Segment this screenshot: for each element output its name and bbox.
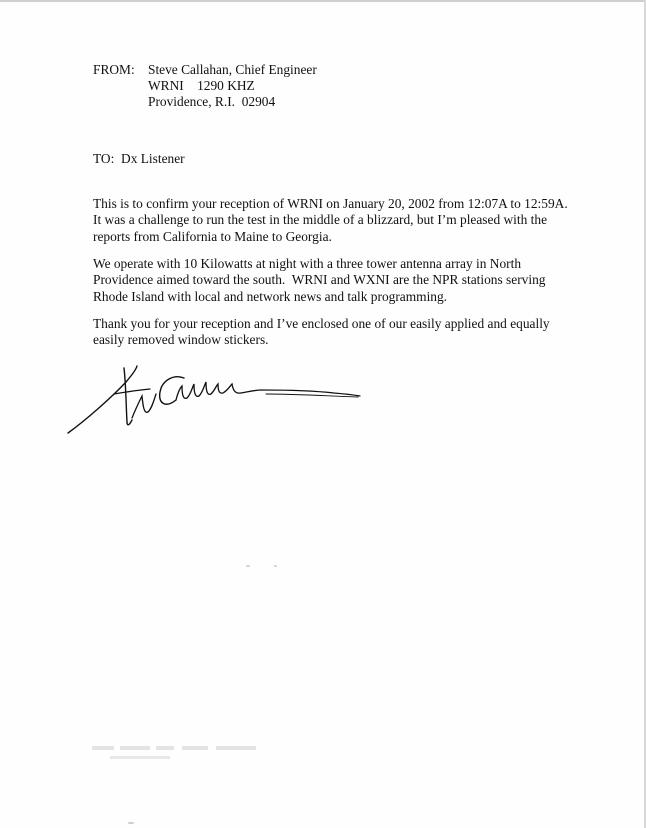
city-line: Providence, R.I. 02904 xyxy=(148,94,276,109)
scan-speck xyxy=(274,565,277,567)
sender-address xyxy=(148,62,317,110)
paragraph-station-info xyxy=(93,256,563,305)
paragraph-line: We operate with 10 Kilowatts at night with a three tower antenna array in North xyxy=(93,256,522,271)
signature-icon xyxy=(66,360,366,440)
paragraph-confirmation xyxy=(93,196,568,245)
paragraph-line: This is to confirm your reception of WRNI on January 20, 2002 from 12:07A to 12:59A. xyxy=(93,196,568,211)
paragraph-line: Thank you for your reception and I’ve enclosed one of our easily applied and equally xyxy=(93,316,550,331)
recipient-line: TO: Dx Listener xyxy=(93,151,185,166)
scan-speck xyxy=(246,565,250,567)
sender-name-line: Steve Callahan, Chief Engineer xyxy=(148,62,317,77)
faint-ink-smudge xyxy=(92,742,262,764)
station-line: WRNI 1290 KHZ xyxy=(148,78,255,93)
paragraph-line: reports from California to Maine to Georgia. xyxy=(93,228,332,244)
scan-edge-top xyxy=(0,0,646,2)
paragraph-line: Providence aimed toward the south. WRNI and WXNI are the NPR stations serving xyxy=(93,272,546,288)
from-label: FROM: xyxy=(93,62,135,77)
paragraph-line: Rhode Island with local and network news and talk programming. xyxy=(93,288,448,304)
paragraph-line: easily removed window stickers. xyxy=(93,332,269,348)
paragraph-line: It was a challenge to run the test in the middle of a blizzard, but I’m pleased with the xyxy=(93,212,548,228)
paragraph-thanks xyxy=(93,316,563,349)
scan-speck xyxy=(128,822,134,824)
